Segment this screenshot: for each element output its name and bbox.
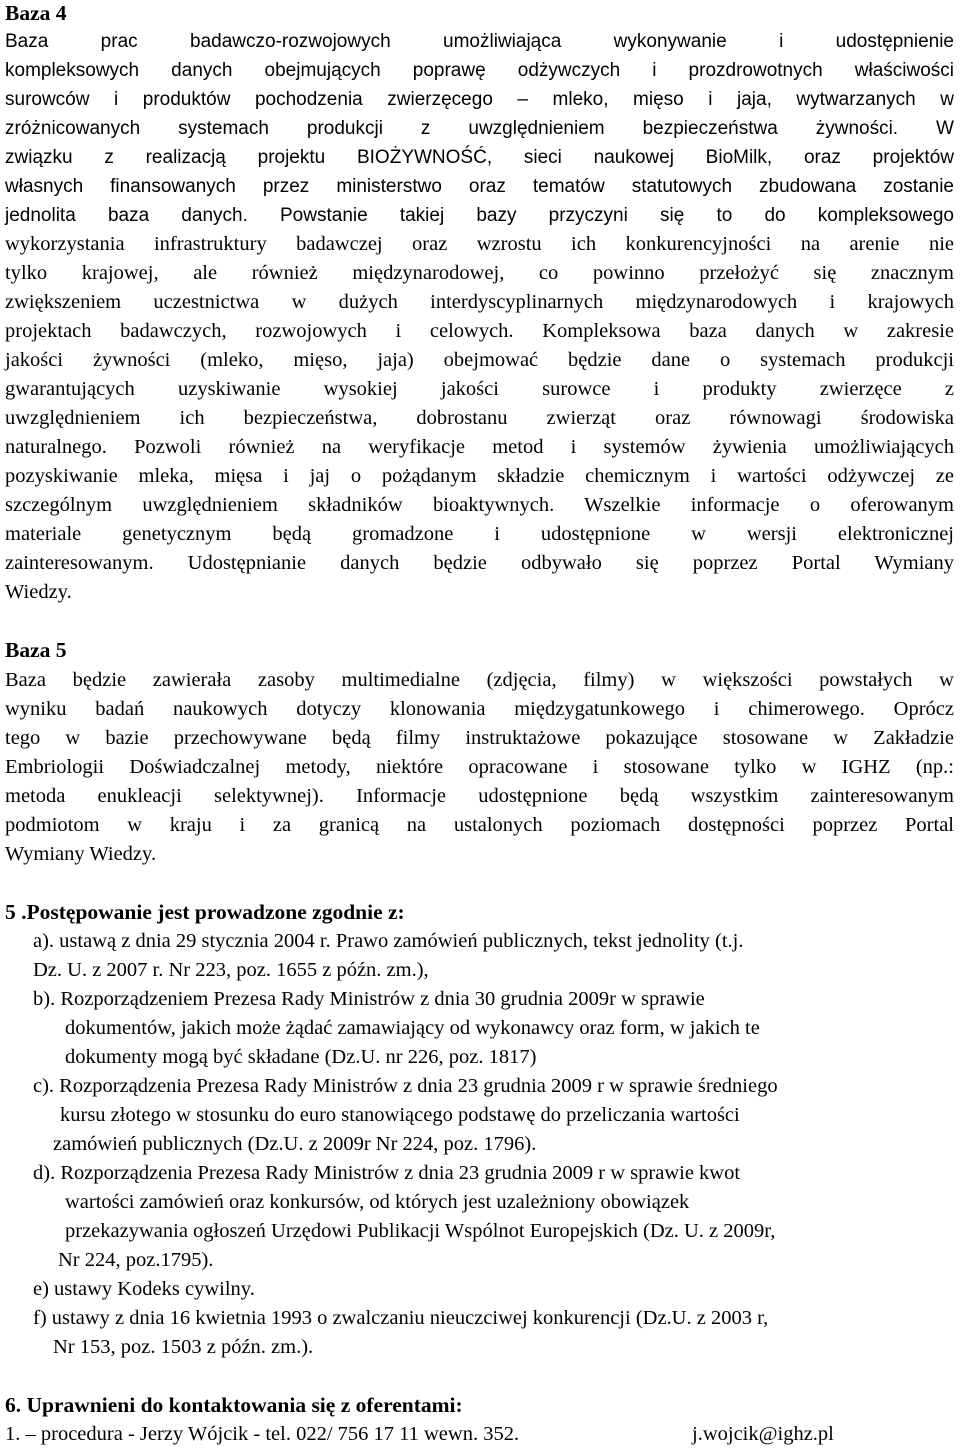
section5-item-d-cont: Nr 224, poz.1795). [58, 1249, 214, 1271]
section5-item-f-cont: Nr 153, poz. 1503 z późn. zm.). [53, 1336, 314, 1358]
baza5-line: metoda enukleacji selektywnej). Informacje udostępnione będą wszystkim zainteresowanym [5, 785, 954, 807]
section5-item-b-cont: dokumentów, jakich może żądać zamawiający od wykonawcy oraz form, w jakich te [65, 1017, 760, 1039]
baza4-line: gwarantujących uzyskiwanie wysokiej jakości surowce i produkty zwierzęce z [5, 378, 954, 400]
baza4-line: surowców i produktów pochodzenia zwierzęcego – mleko, mięso i jaja, wytwarzanych w [5, 89, 954, 110]
baza4-line: własnych finansowanych przez ministerstwo oraz tematów statutowych zbudowana zostanie [5, 176, 954, 197]
section5-item-c-cont: kursu złotego w stosunku do euro stanowiącego podstawę do przeliczania wartości [60, 1104, 740, 1126]
baza4-line: materiale genetycznym będą gromadzone i udostępnione w wersji elektronicznej [5, 523, 954, 545]
baza4-line: uwzględnieniem ich bezpieczeństwa, dobrostanu zwierząt oraz równowagi środowiska [5, 407, 954, 429]
baza4-line: wykorzystania infrastruktury badawczej oraz wzrostu ich konkurencyjności na arenie nie [5, 233, 954, 255]
baza4-line: Wiedzy. [5, 581, 72, 603]
section5-item-a: a). ustawą z dnia 29 stycznia 2004 r. Prawo zamówień publicznych, tekst jednolity (t.j. [33, 930, 744, 952]
contact-line: 1. – procedura - Jerzy Wójcik - tel. 022/ 756 17 11 wewn. 352. [5, 1423, 520, 1445]
baza4-line [5, 201, 954, 230]
baza4-line: zainteresowanym. Udostępnianie danych będzie odbywało się poprzez Portal Wymiany [5, 552, 954, 574]
baza5-line: Wymiany Wiedzy. [5, 843, 157, 865]
baza5-line: wyniku badań naukowych dotyczy klonowania międzygatunkowego i chimerowego. Oprócz [5, 698, 954, 720]
baza5-line: podmiotom w kraju i za granicą na ustalonych poziomach dostępności poprzez Portal [5, 814, 954, 836]
section5-item-d-cont: przekazywania ogłoszeń Urzędowi Publikacji Wspólnot Europejskich (Dz. U. z 2009r, [65, 1220, 776, 1242]
baza4-line: zwiększeniem uczestnictwa w dużych interdyscyplinarnych międzynarodowych i krajowych [5, 291, 954, 313]
baza4-line: Baza prac badawczo-rozwojowych umożliwiająca wykonywanie i udostępnienie [5, 31, 954, 52]
section5-item-b: b). Rozporządzeniem Prezesa Rady Ministrów z dnia 30 grudnia 2009r w sprawie [33, 988, 705, 1010]
baza4-line: jakości żywności (mleko, mięso, jaja) obejmować będzie dane o systemach produkcji [5, 349, 954, 371]
section5-heading: 5 .Postępowanie jest prowadzone zgodnie z: [5, 900, 405, 924]
baza4-line: związku z realizacją projektu BIOŻYWNOŚĆ, sieci naukowej BioMilk, oraz projektów [5, 147, 954, 168]
baza4-line: tylko krajowej, ale również międzynarodowej, co powinno przełożyć się znacznym [5, 262, 954, 284]
baza5-heading: Baza 5 [5, 638, 67, 662]
section5-item-e: e) ustawy Kodeks cywilny. [33, 1278, 255, 1300]
section5-item-d-cont: wartości zamówień oraz konkursów, od których jest uzależniony obowiązek [65, 1191, 690, 1213]
section5-item-b-cont: dokumenty mogą być składane (Dz.U. nr 226, poz. 1817) [65, 1046, 537, 1068]
baza4-line: projektach badawczych, rozwojowych i celowych. Kompleksowa baza danych w zakresie [5, 320, 954, 342]
baza4-line: naturalnego. Pozwoli również na weryfikacje metod i systemów żywienia umożliwiających [5, 436, 954, 458]
baza4-line: zróżnicowanych systemach produkcji z uwzględnieniem bezpieczeństwa żywności. W [5, 118, 954, 139]
baza4-heading: Baza 4 [5, 1, 67, 25]
baza5-line: Embriologii Doświadczalnej metody, niektóre opracowane i stosowane tylko w IGHZ (np.: [5, 756, 954, 778]
section5-item-a-cont: Dz. U. z 2007 r. Nr 223, poz. 1655 z późn. zm.), [33, 959, 429, 981]
section5-item-c: c). Rozporządzenia Prezesa Rady Ministrów z dnia 23 grudnia 2009 r w sprawie średniego [33, 1075, 778, 1097]
contact-email: j.wojcik@ighz.pl [692, 1423, 834, 1445]
section5-item-c-cont: zamówień publicznych (Dz.U. z 2009r Nr 224, poz. 1796). [53, 1133, 537, 1155]
baza4-line: szczególnym uwzględnieniem składników bioaktywnych. Wszelkie informacje o oferowanym [5, 494, 954, 516]
baza5-line: tego w bazie przechowywane będą filmy instruktażowe pokazujące stosowane w Zakładzie [5, 727, 954, 749]
baza4-line: kompleksowych danych obejmujących poprawę odżywczych i prozdrowotnych właściwości [5, 60, 954, 81]
baza4-line: pozyskiwanie mleka, mięsa i jaj o pożądanym składzie chemicznym i wartości odżywczej ze [5, 465, 954, 487]
section5-item-d: d). Rozporządzenia Prezesa Rady Ministrów z dnia 23 grudnia 2009 r w sprawie kwot [33, 1162, 741, 1184]
section5-item-f: f) ustawy z dnia 16 kwietnia 1993 o zwalczaniu nieuczciwej konkurencji (Dz.U. z 2003 r, [33, 1307, 769, 1329]
section6-heading: 6. Uprawnieni do kontaktowania się z oferentami: [5, 1393, 463, 1417]
baza4-line-part: jednolita baza danych. Powstanie takiej bazy przyczyni się to do kompleksowego [5, 205, 954, 226]
baza5-line: Baza będzie zawierała zasoby multimedialne (zdjęcia, filmy) w większości powstałych w [5, 669, 954, 691]
